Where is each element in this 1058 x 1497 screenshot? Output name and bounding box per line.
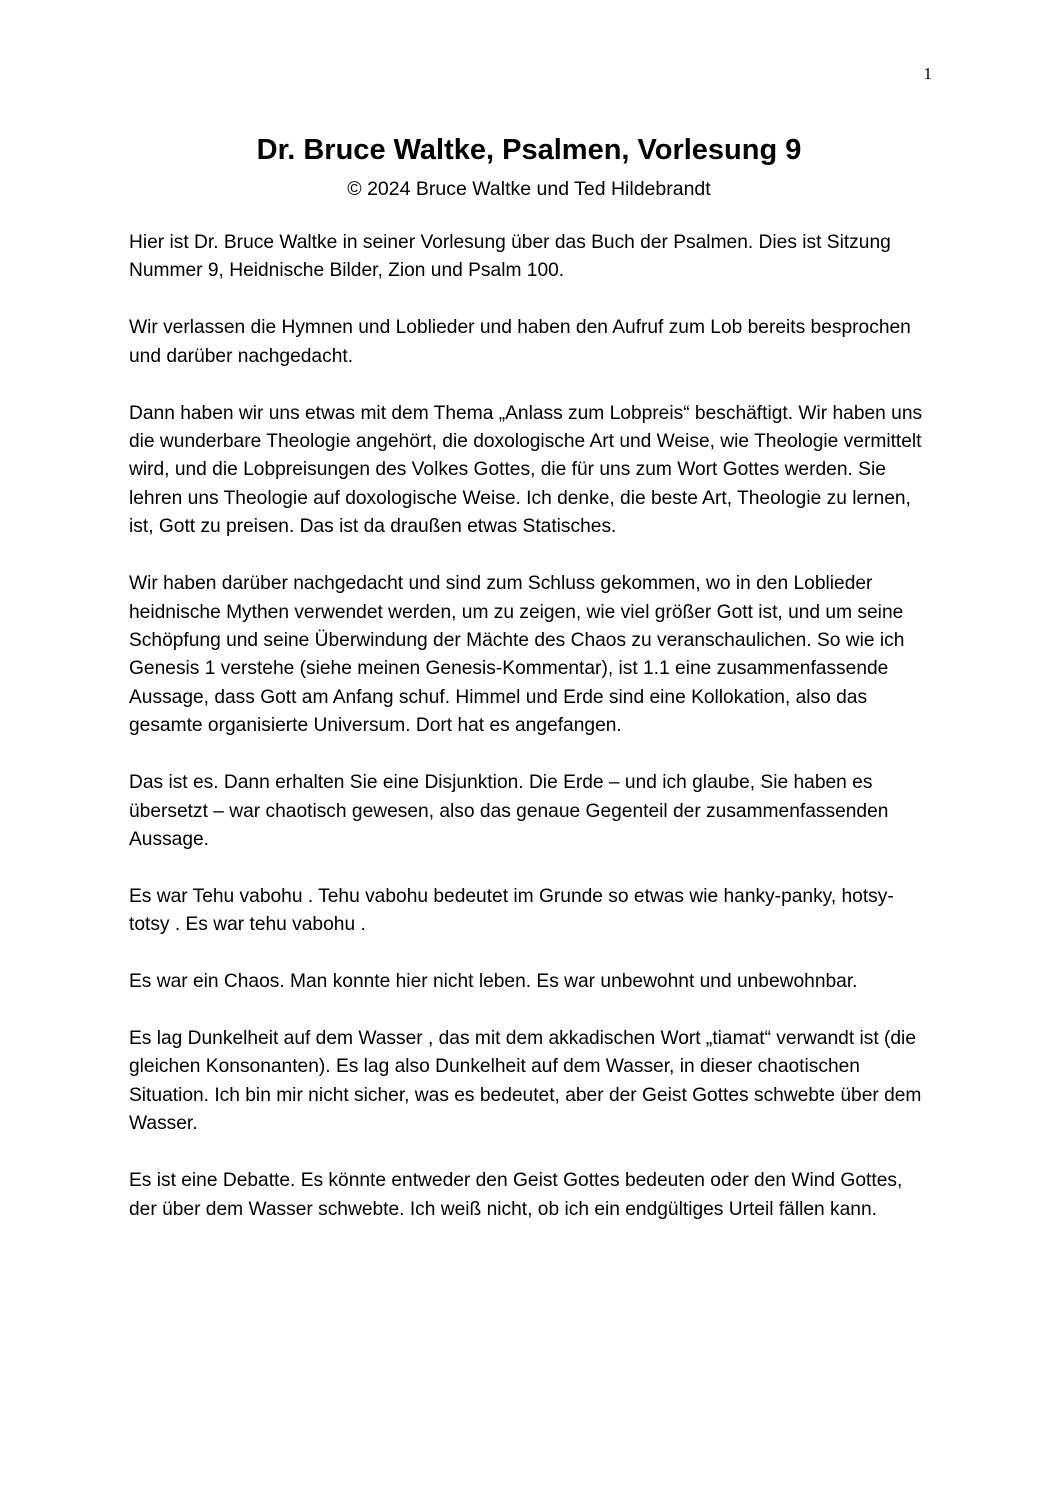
paragraph: Wir verlassen die Hymnen und Loblieder und haben den Aufruf zum Lob bereits besprochen und darüber nachgedacht. — [129, 317, 911, 367]
copyright-line: © 2024 Bruce Waltke und Ted Hildebrandt — [347, 178, 711, 200]
paragraph: Es lag Dunkelheit auf dem Wasser , das mit dem akkadischen Wort „tiamat“ verwandt ist (die gleichen Konsonanten). Es lag also Dunkelheit auf dem Wasser, in dieser chaotischen Situation. Ich bin mir nicht sicher, was es bedeutet, aber der Geist Gottes schwebte über dem Wasser. — [129, 1028, 922, 1135]
paragraph: Wir haben darüber nachgedacht und sind zum Schluss gekommen, wo in den Loblieder heidnische Mythen verwendet werden, um zu zeigen, wie viel größer Gott ist, und um seine Schöpfung und seine Überwindung der Mächte des Chaos zu veranschaulichen. So wie ich Genesis 1 verstehe (siehe meinen Genesis-Kommentar), ist 1.1 eine zusammenfassende Aussage, dass Gott am Anfang schuf. Himmel und Erde sind eine Kollokation, also das gesamte organisierte Universum. Dort hat es angefangen. — [129, 573, 905, 737]
paragraph: Dann haben wir uns etwas mit dem Thema „Anlass zum Lobpreis“ beschäftigt. Wir haben uns die wunderbare Theologie angehört, die doxologische Art und Weise, wie Theologie vermittelt wird, und die Lobpreisungen des Volkes Gottes, die für uns zum Wort Gottes werden. Sie lehren uns Theologie auf doxologische Weise. Ich denke, die beste Art, Theologie zu lernen, ist, Gott zu preisen. Das ist da draußen etwas Statisches. — [129, 402, 923, 538]
paragraph: Es war Tehu vabohu . Tehu vabohu bedeutet im Grunde so etwas wie hanky-panky, hotsy-totsy . Es war tehu vabohu . — [129, 885, 894, 936]
paragraph: Es ist eine Debatte. Es könnte entweder den Geist Gottes bedeuten oder den Wind Gottes, der über dem Wasser schwebte. Ich weiß nicht, ob ich ein endgültiges Urteil fällen kann. — [129, 1170, 903, 1220]
paragraph: Das ist es. Dann erhalten Sie eine Disjunktion. Die Erde – und ich glaube, Sie haben es übersetzt – war chaotisch gewesen, also das genaue Gegenteil der zusammenfassenden Aussage. — [129, 772, 889, 850]
paragraph: Es war ein Chaos. Man konnte hier nicht leben. Es war unbewohnt und unbewohnbar. — [129, 971, 858, 993]
paragraph: Hier ist Dr. Bruce Waltke in seiner Vorlesung über das Buch der Psalmen. Dies ist Sitzung Nummer 9, Heidnische Bilder, Zion und Psalm 100. — [129, 232, 891, 282]
document-title: Dr. Bruce Waltke, Psalmen, Vorlesung 9 — [256, 134, 802, 166]
document-body — [129, 229, 934, 1252]
page-number: 1 — [923, 64, 932, 83]
